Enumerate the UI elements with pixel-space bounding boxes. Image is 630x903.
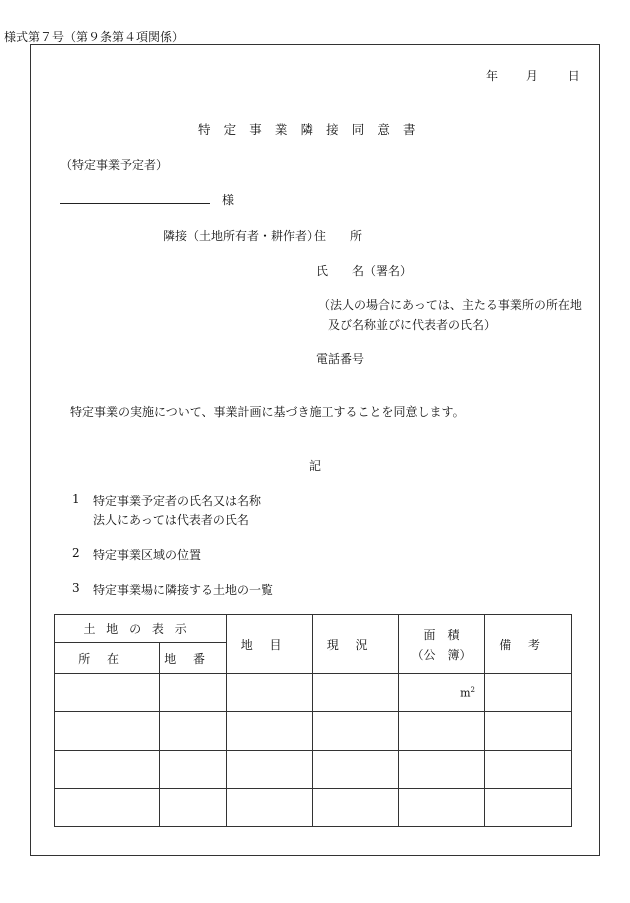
lot-number-cell[interactable] bbox=[160, 712, 227, 750]
corporation-note-line1: （法人の場合にあっては、主たる事業所の所在地 bbox=[318, 298, 582, 312]
location-header: 所在 bbox=[55, 643, 160, 674]
item-1-line1: 特定事業予定者の氏名又は名称 bbox=[93, 494, 262, 508]
month-label: 月 bbox=[525, 69, 538, 83]
item-1-line2: 法人にあっては代表者の氏名 bbox=[93, 513, 249, 527]
item-3-line1: 特定事業場に隣接する土地の一覧 bbox=[93, 583, 274, 597]
lot-number-cell[interactable] bbox=[160, 788, 227, 826]
remarks-header: 備考 bbox=[485, 615, 572, 674]
land-category-cell[interactable] bbox=[227, 712, 313, 750]
table-row bbox=[55, 712, 572, 750]
item-2-line1: 特定事業区域の位置 bbox=[93, 548, 202, 562]
recipient-honorific: 様 bbox=[222, 193, 235, 207]
current-status-header: 現況 bbox=[313, 615, 399, 674]
area-header bbox=[399, 615, 485, 674]
land-category-cell[interactable] bbox=[227, 788, 313, 826]
current-status-cell[interactable] bbox=[313, 788, 399, 826]
area-cell[interactable] bbox=[399, 788, 485, 826]
area-header-line1: 面 積 bbox=[423, 627, 460, 642]
location-cell[interactable] bbox=[55, 674, 160, 712]
land-display-header: 土地の表示 bbox=[55, 615, 227, 643]
land-category-cell[interactable] bbox=[227, 750, 313, 788]
name-label: 氏 名（署名） bbox=[316, 264, 413, 278]
document-title: 特定事業隣接同意書 bbox=[198, 122, 429, 137]
item-1-number: 1 bbox=[72, 492, 80, 506]
item-3-number: 3 bbox=[72, 581, 80, 595]
remarks-cell[interactable] bbox=[485, 750, 572, 788]
location-cell[interactable] bbox=[55, 750, 160, 788]
land-category-cell[interactable] bbox=[227, 674, 313, 712]
item-2-number: 2 bbox=[72, 546, 80, 560]
current-status-cell[interactable] bbox=[313, 750, 399, 788]
remarks-cell[interactable] bbox=[485, 674, 572, 712]
address-label: 住 所 bbox=[314, 229, 363, 243]
remarks-cell[interactable] bbox=[485, 712, 572, 750]
table-row bbox=[55, 674, 572, 712]
neighbor-label: 隣接（土地所有者・耕作者） bbox=[163, 229, 320, 243]
current-status-cell[interactable] bbox=[313, 674, 399, 712]
remarks-cell[interactable] bbox=[485, 788, 572, 826]
phone-label: 電話番号 bbox=[316, 352, 365, 366]
area-header-line2: （公 簿） bbox=[411, 647, 472, 662]
year-label: 年 bbox=[486, 69, 499, 83]
ki-heading: 記 bbox=[309, 459, 322, 473]
form-number: 様式第７号（第９条第４項関係） bbox=[4, 30, 185, 44]
area-unit: $m^2$ bbox=[460, 686, 476, 700]
location-cell[interactable] bbox=[55, 788, 160, 826]
lot-number-cell[interactable] bbox=[160, 674, 227, 712]
location-cell[interactable] bbox=[55, 712, 160, 750]
date-line bbox=[486, 67, 580, 84]
table-row bbox=[55, 750, 572, 788]
area-cell[interactable] bbox=[399, 712, 485, 750]
area-cell[interactable] bbox=[399, 750, 485, 788]
table-row bbox=[55, 788, 572, 826]
day-label: 日 bbox=[567, 69, 580, 83]
corporation-note-line2: 及び名称並びに代表者の氏名） bbox=[328, 318, 497, 332]
recipient-name-line bbox=[60, 203, 210, 204]
recipient-label: （特定事業予定者） bbox=[60, 158, 169, 172]
consent-statement: 特定事業の実施について、事業計画に基づき施工することを同意します。 bbox=[70, 405, 465, 419]
area-cell[interactable] bbox=[399, 674, 485, 712]
current-status-cell[interactable] bbox=[313, 712, 399, 750]
lot-number-cell[interactable] bbox=[160, 750, 227, 788]
lot-number-header: 地番 bbox=[160, 643, 227, 674]
land-category-header: 地目 bbox=[227, 615, 313, 674]
land-table bbox=[54, 614, 572, 827]
